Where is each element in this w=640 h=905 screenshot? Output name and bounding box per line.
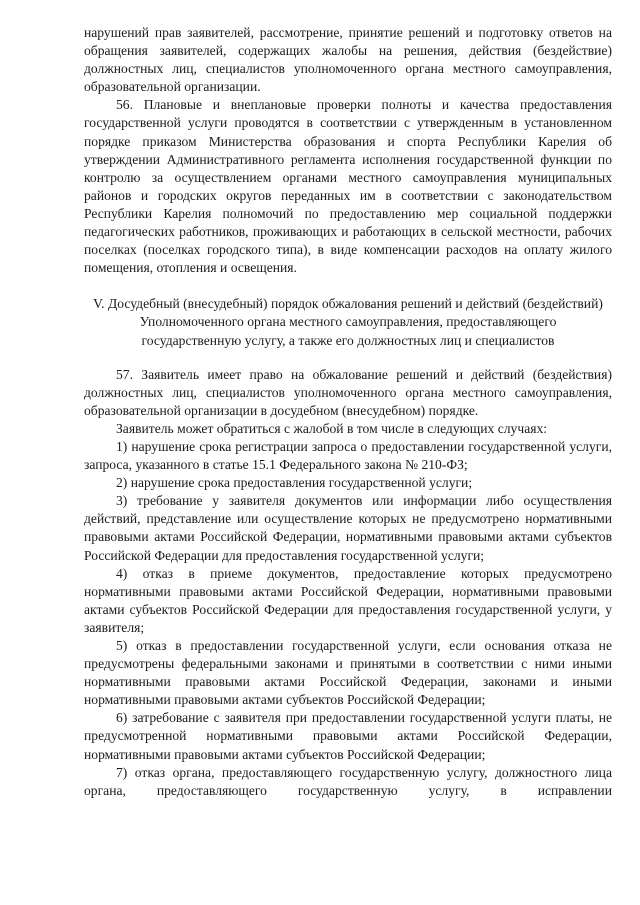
paragraph-continuation: нарушений прав заявителей, рассмотрение, принятие решений и подготовку ответов на обращения заявителей, содержащих жалобы на решения, действия (бездействие) должностных лиц, специалистов уполномоченного органа местного самоуправления, образовательной организации. [84,25,612,95]
list-item-5: 5) отказ в предоставлении государственной услуги, если основания отказа не предусмотрены федеральными законами и принятыми в соответствии с ними иными нормативными правовыми актами Российской Федерации, законами и иными нормативными правовыми актами субъектов Российской Федерации; [84,638,612,708]
list-item-7: 7) отказ органа, предоставляющего государственную услугу, должностного лица органа, предоставляющего государственную услугу, в исправлении [84,764,612,798]
paragraph-57: 57. Заявитель имеет право на обжалование решений и действий (бездействия) должностных лиц, специалистов уполномоченного органа местного самоуправления, образовательной организации в досудебном (внесудебном) порядке. [84,366,612,418]
list-item-4: 4) отказ в приеме документов, предоставление которых предусмотрено нормативными правовыми актами Российской Федерации, нормативными правовыми актами субъектов Российской Федерации для предоставления государственной услуги, у заявителя; [84,565,612,635]
list-item-6: 6) затребование с заявителя при предоставлении государственной услуги платы, не предусмотренной нормативными правовыми актами Российской Федерации, нормативными правовыми актами субъектов Российской Федерации; [84,710,612,762]
list-item-3: 3) требование у заявителя документов или информации либо осуществления действий, представление или осуществление которых не предусмотрено нормативными правовыми актами Российской Федерации, нормативными правовыми актами субъектов Российской Федерации для предоставления государственной услуги; [84,493,612,563]
list-item-1: 1) нарушение срока регистрации запроса о предоставлении государственной услуги, запроса, указанного в статье 15.1 Федерального закона № 210-ФЗ; [84,438,612,473]
section-heading-v: V. Досудебный (внесудебный) порядок обжалования решений и действий (бездействий) Уполномоченного органа местного самоуправления, предоставляющего государственную услугу, а также его должностных лиц и специалистов [93,296,603,348]
list-item-2: 2) нарушение срока предоставления государственной услуги; [116,475,473,491]
paragraph-complaint-cases-intro: Заявитель может обратиться с жалобой в том числе в следующих случаях: [116,420,548,436]
paragraph-56: 56. Плановые и внеплановые проверки полноты и качества предоставления государственной услуги проводятся в соответствии с утвержденным в установленном порядке приказом Министерства образования и спорта Республики Карелия об утверждении Административного регламента исполнения государственной функции по контролю за осуществлением органами местного самоуправления муниципальных районов и городских округов переданных им в соответствии с законодательством Республики Карелия полномочий по предоставлению мер социальной поддержки педагогических работников, проживающих и работающих в сельской местности, рабочих поселках (поселках городского типа), в виде компенсации расходов на оплату жилого помещения, отопления и освещения. [84,97,612,276]
document-page [84,24,612,800]
